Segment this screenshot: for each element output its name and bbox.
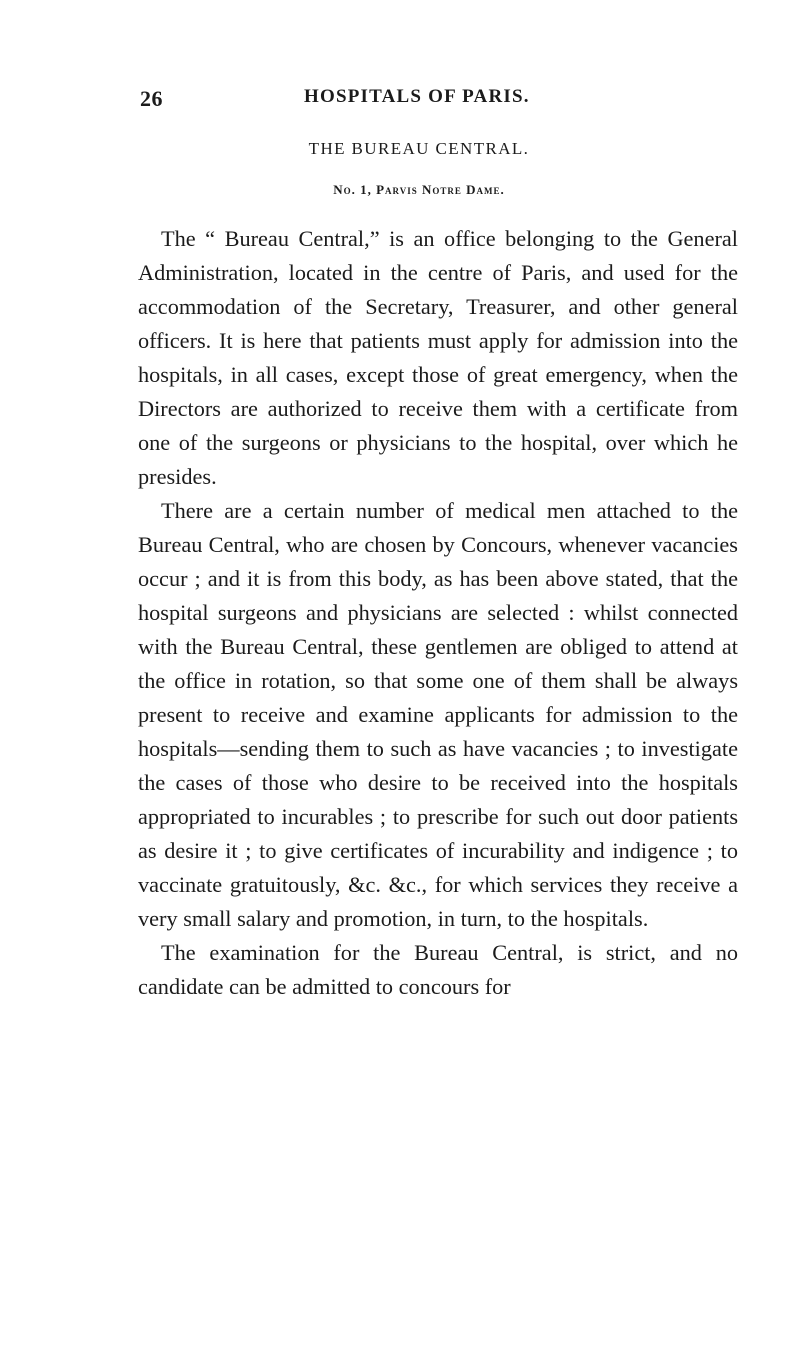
section-title: THE BUREAU CENTRAL. [308, 139, 530, 158]
paragraph: There are a certain number of medical men attached to the Bureau Central, who are chosen by Concours, whenever vacancies occur ; and it is from this body, as has been above stated, that the hospital surgeons and physicians are selected : whilst connected with the Bureau Central, these gentlemen are obliged to attend at the office in rotation, so that some one of them shall be always present to receive and examine applicants for admission to the hospitals—sending them to such as have vacancies ; to investigate the cases of those who desire to be received into the hospitals appropriated to incurables ; to prescribe for such out door patients as desire it ; to give certificates of incurability and indigence ; to vaccinate gratuitously, &c. &c., for which services they receive a very small salary and promotion, in turn, to the hospitals. [138, 498, 738, 931]
section-subtitle: No. 1, Parvis Notre Dame. [333, 182, 505, 197]
body-text [138, 222, 738, 1004]
running-head [140, 86, 740, 116]
paragraph: The “ Bureau Central,” is an office belonging to the General Administration, located in the centre of Paris, and used for the accommodation of the Secretary, Treasurer, and other general officers. It is here that patients must apply for admission into the hospitals, in all cases, except those of great emergency, when the Directors are authorized to receive them with a certificate from one of the surgeons or physicians to the hospital, over which he presides. [138, 226, 738, 489]
running-head-title: HOSPITALS OF PARIS. [304, 86, 530, 107]
paragraph: The examination for the Bureau Central, is strict, and no candidate can be admitted to concours for [138, 940, 738, 999]
page-number: 26 [140, 86, 163, 111]
